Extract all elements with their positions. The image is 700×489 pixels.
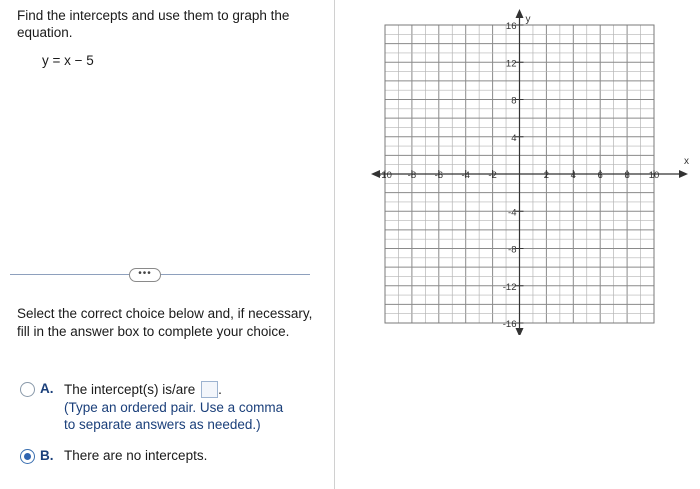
y-axis-label: y (525, 14, 531, 25)
question-prompt: Find the intercepts and use them to graph the equation. (17, 8, 290, 40)
instructions: Select the correct choice below and, if necessary, fill in the answer box to complete your choice. (17, 306, 313, 339)
pane-divider (334, 0, 335, 489)
y-tick-label: -16 (502, 319, 517, 330)
choice-a-text (64, 381, 222, 398)
y-tick-label: 8 (511, 95, 517, 107)
x-tick-label: -2 (488, 170, 497, 181)
choice-b-letter: B. (40, 448, 54, 463)
choice-b-text: There are no intercepts. (64, 448, 208, 463)
y-tick-label: 16 (505, 21, 517, 32)
y-tick-label: 12 (505, 58, 517, 70)
y-tick-label: -12 (502, 281, 517, 293)
x-tick-label: -8 (407, 170, 417, 181)
x-tick-label: -4 (461, 170, 470, 181)
intercept-answer-box[interactable] (201, 381, 218, 398)
x-tick-label: -6 (434, 170, 444, 181)
y-tick-label: -8 (508, 244, 517, 256)
x-tick-label: 8 (624, 170, 630, 181)
choice-a-period: . (218, 382, 222, 397)
x-axis-arrow-right (679, 170, 688, 178)
expand-button[interactable]: ••• (129, 268, 161, 282)
y-axis-arrow-up (516, 9, 524, 18)
axis-tick-labels (378, 21, 659, 330)
x-tick-label: -10 (378, 170, 392, 181)
choice-a-radio[interactable] (20, 382, 35, 397)
choice-a-hint-line2: to separate answers as needed.) (64, 417, 261, 432)
choice-a-hint (64, 399, 283, 433)
equation: y = x − 5 (42, 53, 94, 68)
y-tick-label: 4 (511, 132, 517, 144)
x-tick-label: 10 (648, 170, 660, 181)
x-tick-label: 2 (543, 170, 550, 181)
coordinate-graph[interactable] (360, 5, 696, 335)
choice-b-radio[interactable] (20, 449, 35, 464)
y-axis-arrow-down (516, 328, 524, 335)
x-axis-label: x (684, 156, 689, 167)
choice-a-letter: A. (40, 381, 54, 396)
choice-a-label: The intercept(s) is/are (64, 382, 196, 397)
choice-a-hint-line1: (Type an ordered pair. Use a comma (64, 400, 284, 415)
question-pane (0, 0, 334, 489)
x-tick-label: 6 (597, 170, 603, 181)
y-tick-label: -4 (508, 207, 517, 219)
x-tick-label: 4 (570, 170, 576, 181)
